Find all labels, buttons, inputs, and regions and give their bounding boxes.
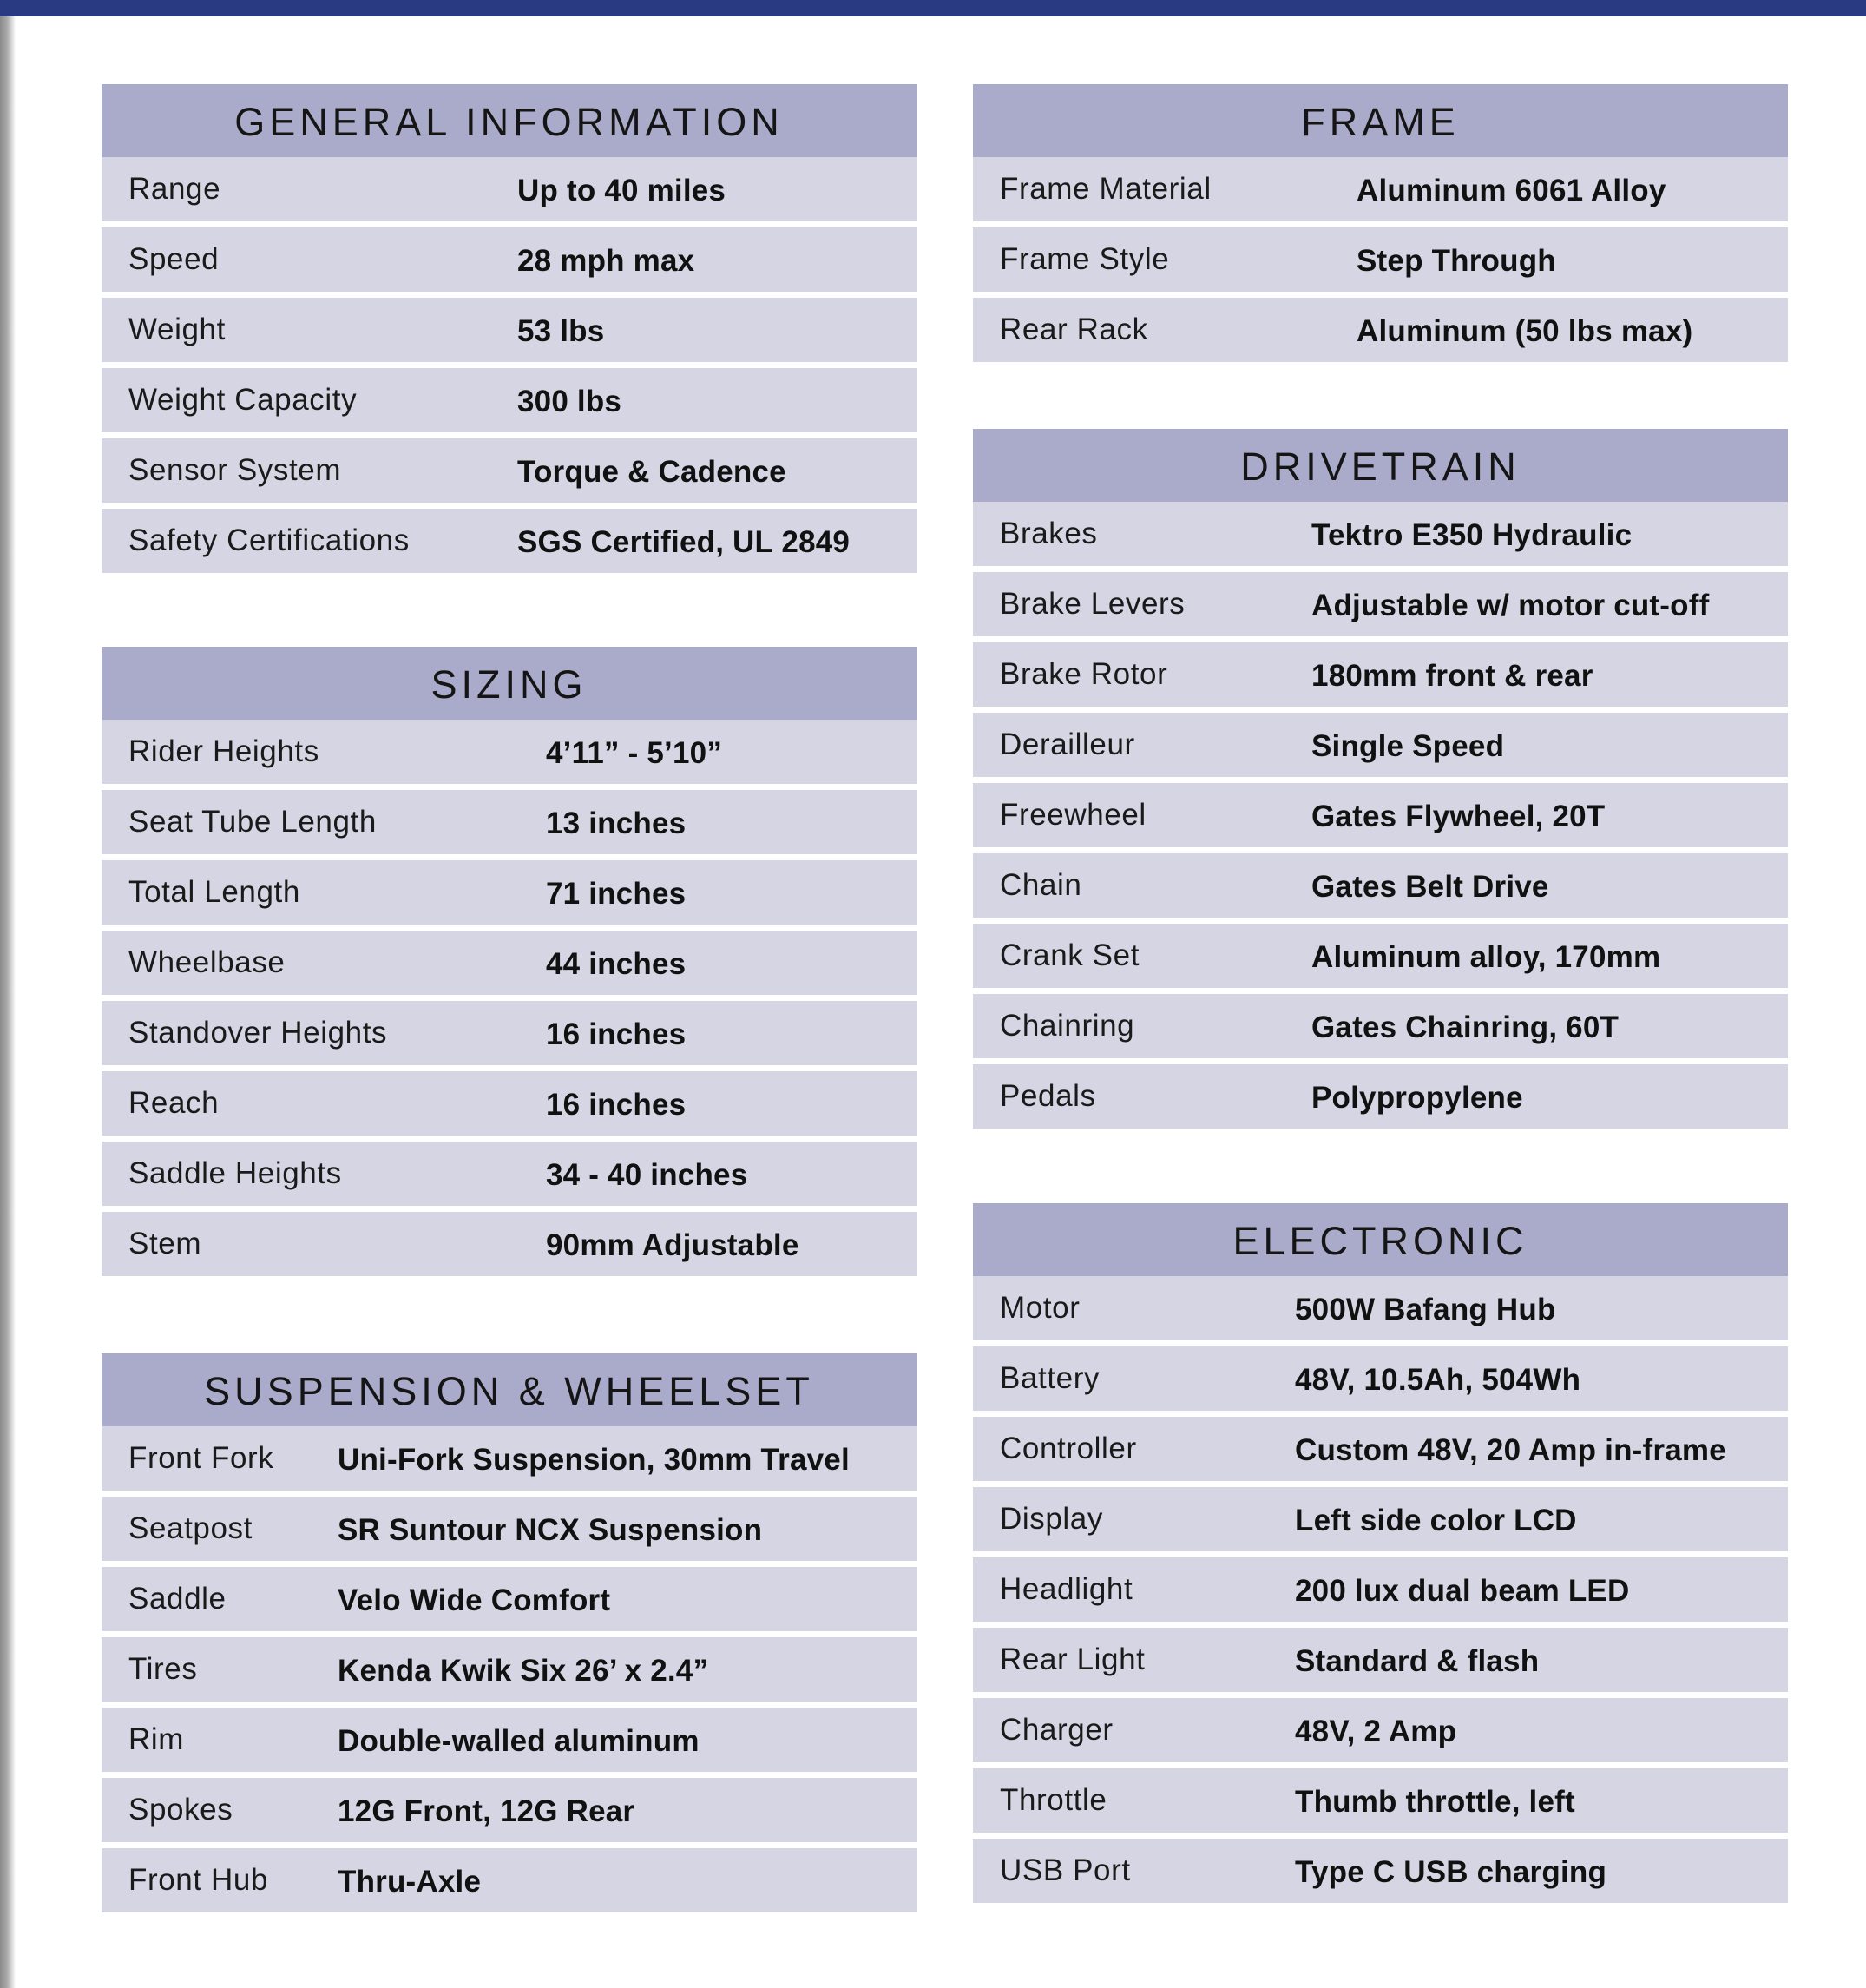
spec-row [102, 1567, 917, 1631]
spec-row [102, 438, 917, 503]
spec-value: Double-walled aluminum [338, 1724, 700, 1758]
section-title: SIZING [102, 647, 917, 720]
spec-label: Total Length [128, 875, 300, 909]
spec-row [102, 1142, 917, 1206]
spec-row [973, 713, 1788, 777]
spec-value: SGS Certified, UL 2849 [517, 525, 851, 559]
spec-label: Range [128, 172, 221, 206]
spec-label: Pedals [1000, 1079, 1096, 1113]
spec-row [973, 572, 1788, 636]
spec-value: 34 - 40 inches [546, 1158, 748, 1192]
top-color-band [0, 0, 1866, 16]
spec-label: Chainring [1000, 1009, 1135, 1043]
spec-label: Crank Set [1000, 938, 1140, 972]
spec-label: Standover Heights [128, 1016, 388, 1050]
spec-value: 90mm Adjustable [546, 1228, 799, 1262]
spec-label: Headlight [1000, 1572, 1133, 1606]
spec-label: Seatpost [128, 1511, 253, 1545]
spec-row [102, 1778, 917, 1842]
spec-value: Step Through [1357, 244, 1556, 278]
spec-row [102, 1212, 917, 1276]
spec-label: Chain [1000, 868, 1082, 902]
spec-value: Thumb throttle, left [1295, 1785, 1575, 1819]
spec-value: Velo Wide Comfort [338, 1583, 611, 1617]
spec-label: Stem [128, 1227, 202, 1261]
spec-row [973, 994, 1788, 1058]
spec-value: SR Suntour NCX Suspension [338, 1513, 763, 1547]
spec-row [102, 1001, 917, 1065]
spec-value: 53 lbs [517, 314, 605, 348]
spec-value: 48V, 10.5Ah, 504Wh [1295, 1363, 1581, 1397]
spec-row [102, 1497, 917, 1561]
spec-row [102, 860, 917, 925]
spec-label: Charger [1000, 1713, 1114, 1747]
section-electronic [973, 1203, 1788, 1903]
spec-label: Sensor System [128, 453, 342, 487]
spec-label: Freewheel [1000, 798, 1147, 832]
spec-label: Wheelbase [128, 945, 286, 979]
spec-value: 12G Front, 12G Rear [338, 1794, 635, 1828]
spec-value: Thru-Axle [338, 1865, 482, 1899]
spec-value: Aluminum alloy, 170mm [1311, 940, 1661, 974]
spec-row [973, 1417, 1788, 1481]
spec-value: Torque & Cadence [517, 455, 786, 489]
spec-value: 300 lbs [517, 385, 622, 418]
spec-label: Frame Style [1000, 242, 1170, 276]
spec-row [973, 1628, 1788, 1692]
spec-label: Rim [128, 1722, 185, 1756]
spec-row [973, 1557, 1788, 1622]
spec-label: Throttle [1000, 1783, 1107, 1817]
spec-value: Polypropylene [1311, 1081, 1523, 1115]
page-left-edge [0, 16, 16, 1988]
section-title: GENERAL INFORMATION [102, 84, 917, 157]
spec-row [102, 720, 917, 784]
spec-value: Up to 40 miles [517, 174, 726, 207]
spec-label: USB Port [1000, 1853, 1131, 1887]
spec-label: Display [1000, 1502, 1103, 1536]
spec-value: Custom 48V, 20 Amp in-frame [1295, 1433, 1726, 1467]
section-sizing [102, 647, 917, 1276]
spec-label: Motor [1000, 1291, 1081, 1325]
section-title: DRIVETRAIN [973, 429, 1788, 502]
spec-value: Gates Flywheel, 20T [1311, 800, 1606, 833]
section-title: ELECTRONIC [973, 1203, 1788, 1276]
spec-row [102, 1637, 917, 1702]
spec-value: 16 inches [546, 1017, 687, 1051]
spec-value: Aluminum (50 lbs max) [1357, 314, 1693, 348]
spec-row [102, 790, 917, 854]
spec-row [973, 1346, 1788, 1411]
spec-row [102, 1708, 917, 1772]
spec-row [973, 1698, 1788, 1762]
spec-row [973, 642, 1788, 707]
spec-label: Safety Certifications [128, 523, 410, 557]
spec-row [973, 924, 1788, 988]
spec-label: Saddle [128, 1582, 227, 1616]
spec-label: Tires [128, 1652, 198, 1686]
spec-row [102, 157, 917, 221]
section-suspension-wheelset [102, 1353, 917, 1912]
spec-row [973, 853, 1788, 918]
spec-value: 28 mph max [517, 244, 695, 278]
spec-row [102, 1848, 917, 1912]
spec-label: Frame Material [1000, 172, 1212, 206]
spec-label: Rear Rack [1000, 313, 1148, 346]
spec-row [102, 1426, 917, 1491]
spec-value: Single Speed [1311, 729, 1505, 763]
spec-label: Brakes [1000, 517, 1098, 550]
spec-row [102, 368, 917, 432]
spec-label: Rear Light [1000, 1642, 1146, 1676]
spec-label: Weight [128, 313, 226, 346]
section-drivetrain [973, 429, 1788, 1129]
spec-row [973, 227, 1788, 292]
spec-row [102, 931, 917, 995]
spec-label: Derailleur [1000, 727, 1135, 761]
spec-row [102, 298, 917, 362]
section-frame [973, 84, 1788, 362]
spec-label: Seat Tube Length [128, 805, 377, 839]
spec-value: Tektro E350 Hydraulic [1311, 518, 1633, 552]
spec-row [973, 1064, 1788, 1129]
spec-value: Type C USB charging [1295, 1855, 1607, 1889]
spec-row [102, 227, 917, 292]
spec-value: Gates Belt Drive [1311, 870, 1549, 904]
spec-value: 16 inches [546, 1088, 687, 1122]
spec-value: Uni-Fork Suspension, 30mm Travel [338, 1443, 850, 1477]
spec-row [973, 298, 1788, 362]
spec-value: 500W Bafang Hub [1295, 1293, 1556, 1326]
spec-label: Rider Heights [128, 734, 319, 768]
spec-row [102, 509, 917, 573]
spec-value: 44 inches [546, 947, 687, 981]
section-title: FRAME [973, 84, 1788, 157]
spec-label: Spokes [128, 1793, 233, 1827]
spec-row [973, 157, 1788, 221]
spec-label: Brake Levers [1000, 587, 1186, 621]
spec-label: Weight Capacity [128, 383, 358, 417]
spec-value: 48V, 2 Amp [1295, 1715, 1457, 1748]
spec-row [973, 1487, 1788, 1551]
spec-row [973, 783, 1788, 847]
spec-value: Aluminum 6061 Alloy [1357, 174, 1666, 207]
spec-label: Front Hub [128, 1863, 269, 1897]
spec-row [102, 1071, 917, 1136]
spec-value: Gates Chainring, 60T [1311, 1010, 1620, 1044]
spec-value: 4’11” - 5’10” [546, 736, 723, 770]
spec-value: 180mm front & rear [1311, 659, 1593, 693]
spec-label: Speed [128, 242, 220, 276]
spec-value: Standard & flash [1295, 1644, 1540, 1678]
spec-value: 200 lux dual beam LED [1295, 1574, 1630, 1608]
spec-row [973, 502, 1788, 566]
spec-label: Controller [1000, 1432, 1137, 1465]
spec-label: Brake Rotor [1000, 657, 1168, 691]
spec-label: Reach [128, 1086, 220, 1120]
spec-value: Kenda Kwik Six 26’ x 2.4” [338, 1654, 709, 1688]
spec-row [973, 1768, 1788, 1833]
spec-label: Front Fork [128, 1441, 274, 1475]
spec-row [973, 1839, 1788, 1903]
spec-value: 13 inches [546, 806, 687, 840]
section-general-information [102, 84, 917, 573]
spec-row [973, 1276, 1788, 1340]
spec-value: Left side color LCD [1295, 1504, 1577, 1537]
spec-value: 71 inches [546, 877, 687, 911]
spec-label: Saddle Heights [128, 1156, 342, 1190]
section-title: SUSPENSION & WHEELSET [102, 1353, 917, 1426]
spec-label: Battery [1000, 1361, 1101, 1395]
spec-value: Adjustable w/ motor cut-off [1311, 589, 1710, 622]
